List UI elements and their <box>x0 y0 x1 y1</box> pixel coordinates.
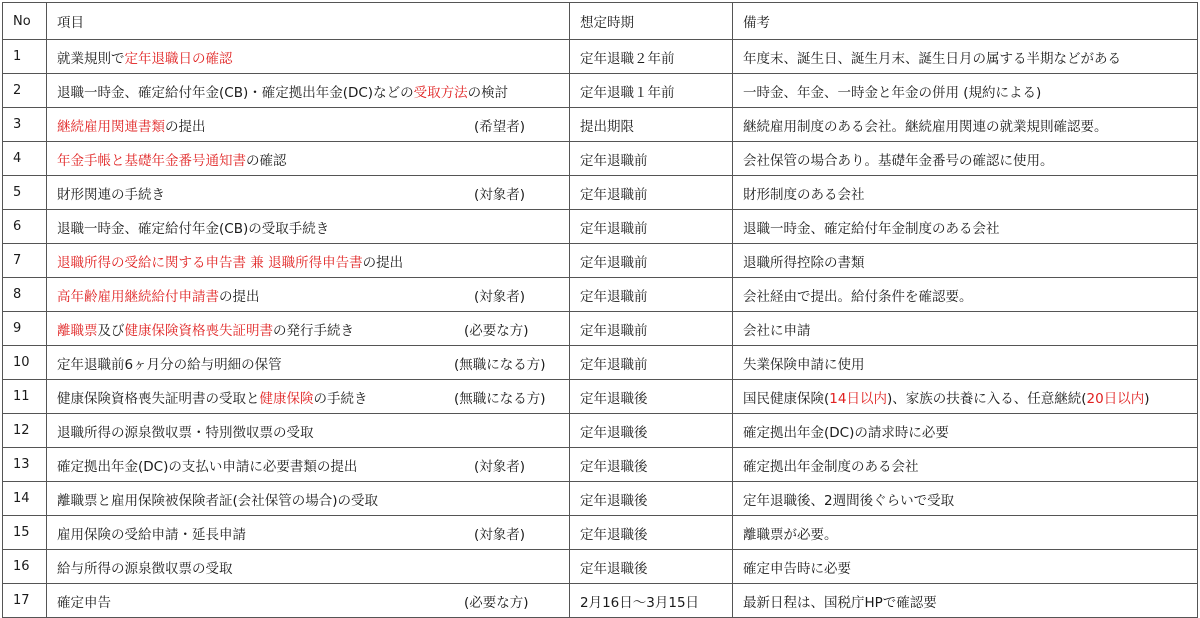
row-timing: 定年退職２年前 <box>570 40 733 74</box>
highlight-text: 年金手帳と基礎年金番号通知書 <box>57 152 246 169</box>
table-row <box>3 40 1198 74</box>
highlight-text: 継続雇用関連書類 <box>57 118 165 135</box>
row-note <box>733 482 1198 516</box>
note-segment: 退職所得控除の書類 <box>743 254 865 271</box>
item-segment: 退職一時金、確定給付年金(CB)の受取手続き <box>57 220 330 237</box>
row-timing: 定年退職前 <box>570 346 733 380</box>
row-timing: 提出期限 <box>570 108 733 142</box>
row-note <box>733 278 1198 312</box>
item-segment: 確定拠出年金(DC)の支払い申請に必要書類の提出 <box>57 458 358 475</box>
header-no: No <box>3 3 47 40</box>
highlight-text: 健康保険資格喪失証明書 <box>124 322 273 339</box>
item-segment: の手続き <box>313 390 368 407</box>
table-row <box>3 210 1198 244</box>
table-row <box>3 482 1198 516</box>
row-timing: 定年退職前 <box>570 142 733 176</box>
row-number: 17 <box>3 584 47 618</box>
note-segment: 一時金、年金、一時金と年金の併用 (規約による) <box>743 84 1042 101</box>
highlight-text: 高年齢雇用継続給付申請書 <box>57 288 219 305</box>
note-segment: 最新日程は、国税庁HPで確認要 <box>743 594 937 611</box>
note-segment: 確定拠出年金(DC)の請求時に必要 <box>743 424 949 441</box>
item-segment: 雇用保険の受給申請・延長申請 <box>57 526 246 543</box>
item-qualifier: (必要な方) <box>464 322 529 339</box>
item-segment: 定年退職前6ヶ月分の給与明細の保管 <box>57 356 282 373</box>
table-row <box>3 244 1198 278</box>
row-number: 13 <box>3 448 47 482</box>
note-segment: 確定申告時に必要 <box>743 560 851 577</box>
table-row <box>3 448 1198 482</box>
row-note <box>733 176 1198 210</box>
item-qualifier: (対象者) <box>474 458 526 475</box>
row-item <box>47 516 570 550</box>
table-row <box>3 380 1198 414</box>
item-text <box>57 591 559 611</box>
row-item <box>47 210 570 244</box>
note-segment: 離職票が必要。 <box>743 526 838 543</box>
note-segment: 確定拠出年金制度のある会社 <box>743 458 919 475</box>
item-segment: 財形関連の手続き <box>57 186 165 203</box>
item-segment: 退職一時金、確定給付年金(CB)・確定拠出年金(DC)などの <box>57 84 414 101</box>
item-text <box>57 455 559 475</box>
row-item <box>47 584 570 618</box>
row-note <box>733 40 1198 74</box>
item-text <box>57 523 559 543</box>
item-text <box>57 421 559 441</box>
row-number: 11 <box>3 380 47 414</box>
note-segment: )、家族の扶養に入る、任意継続( <box>886 390 1087 407</box>
table-row <box>3 414 1198 448</box>
item-text <box>57 115 559 135</box>
item-qualifier: (対象者) <box>474 186 526 203</box>
item-text <box>57 489 559 509</box>
note-segment: ) <box>1144 390 1150 407</box>
item-text <box>57 353 559 373</box>
row-timing: 定年退職後 <box>570 448 733 482</box>
header-note: 備考 <box>733 3 1198 40</box>
item-text <box>57 387 559 407</box>
row-timing: 定年退職前 <box>570 278 733 312</box>
item-text <box>57 285 559 305</box>
row-timing: 2月16日〜3月15日 <box>570 584 733 618</box>
table-row <box>3 142 1198 176</box>
row-timing: 定年退職前 <box>570 210 733 244</box>
row-number: 4 <box>3 142 47 176</box>
highlight-text: 離職票 <box>57 322 98 339</box>
row-item <box>47 414 570 448</box>
item-text <box>57 557 559 577</box>
item-qualifier: (対象者) <box>474 288 526 305</box>
item-segment: 離職票と雇用保険被保険者証(会社保管の場合)の受取 <box>57 492 379 509</box>
item-text <box>57 149 559 169</box>
item-segment: 退職所得の源泉徴収票・特別徴収票の受取 <box>57 424 314 441</box>
note-segment: 財形制度のある会社 <box>743 186 865 203</box>
item-text <box>57 217 559 237</box>
row-note <box>733 414 1198 448</box>
item-text <box>57 251 559 271</box>
row-timing: 定年退職前 <box>570 312 733 346</box>
row-item <box>47 108 570 142</box>
row-note <box>733 142 1198 176</box>
row-timing: 定年退職後 <box>570 380 733 414</box>
table-row <box>3 516 1198 550</box>
row-note <box>733 244 1198 278</box>
item-segment: の提出 <box>165 118 206 135</box>
note-segment: 会社保管の場合あり。基礎年金番号の確認に使用。 <box>743 152 1054 169</box>
note-segment: 国民健康保険( <box>743 390 830 407</box>
note-segment: 定年退職後、2週間後ぐらいで受取 <box>743 492 955 509</box>
table-row <box>3 584 1198 618</box>
item-segment: の確認 <box>246 152 287 169</box>
retirement-checklist-table <box>2 2 1198 618</box>
highlight-text: 受取方法 <box>413 84 468 101</box>
row-note <box>733 584 1198 618</box>
table-row <box>3 346 1198 380</box>
row-number: 15 <box>3 516 47 550</box>
row-item <box>47 448 570 482</box>
row-item <box>47 142 570 176</box>
row-item <box>47 278 570 312</box>
header-time: 想定時期 <box>570 3 733 40</box>
item-text <box>57 47 559 67</box>
table-row <box>3 550 1198 584</box>
row-note <box>733 516 1198 550</box>
row-number: 7 <box>3 244 47 278</box>
table-row <box>3 312 1198 346</box>
table-row <box>3 108 1198 142</box>
row-item <box>47 74 570 108</box>
item-text <box>57 81 559 101</box>
row-item <box>47 346 570 380</box>
note-segment: 会社に申請 <box>743 322 811 339</box>
note-segment: 年度末、誕生日、誕生月末、誕生日月の属する半期などがある <box>743 50 1121 67</box>
item-segment: の検討 <box>467 84 509 101</box>
header-row <box>3 3 1198 40</box>
item-segment: の提出 <box>219 288 260 305</box>
row-note <box>733 74 1198 108</box>
highlight-text: 定年退職日の確認 <box>124 50 233 67</box>
row-item <box>47 482 570 516</box>
row-note <box>733 550 1198 584</box>
row-number: 6 <box>3 210 47 244</box>
row-number: 8 <box>3 278 47 312</box>
item-qualifier: (無職になる方) <box>454 390 546 407</box>
row-timing: 定年退職前 <box>570 244 733 278</box>
row-timing: 定年退職１年前 <box>570 74 733 108</box>
row-note <box>733 210 1198 244</box>
row-number: 12 <box>3 414 47 448</box>
item-qualifier: (対象者) <box>474 526 526 543</box>
note-segment: 会社経由で提出。給付条件を確認要。 <box>743 288 973 305</box>
item-segment: 給与所得の源泉徴収票の受取 <box>57 560 233 577</box>
row-item <box>47 380 570 414</box>
item-segment: 及び <box>97 322 125 339</box>
row-number: 3 <box>3 108 47 142</box>
item-segment: 確定申告 <box>57 594 111 611</box>
item-qualifier: (必要な方) <box>464 594 529 611</box>
row-item <box>47 550 570 584</box>
row-number: 16 <box>3 550 47 584</box>
row-number: 10 <box>3 346 47 380</box>
item-qualifier: (希望者) <box>474 118 526 135</box>
note-segment: 継続雇用制度のある会社。継続雇用関連の就業規則確認要。 <box>743 118 1108 135</box>
table-row <box>3 278 1198 312</box>
item-qualifier: (無職になる方) <box>454 356 546 373</box>
item-segment: 健康保険資格喪失証明書の受取と <box>57 390 260 407</box>
item-text <box>57 319 559 339</box>
note-segment: 失業保険申請に使用 <box>743 356 865 373</box>
row-timing: 定年退職後 <box>570 482 733 516</box>
row-timing: 定年退職後 <box>570 516 733 550</box>
row-item <box>47 40 570 74</box>
item-segment: 就業規則で <box>57 50 125 67</box>
table-row <box>3 176 1198 210</box>
row-note <box>733 312 1198 346</box>
item-segment: の提出 <box>362 254 404 271</box>
row-number: 9 <box>3 312 47 346</box>
note-segment: 退職一時金、確定給付年金制度のある会社 <box>743 220 1000 237</box>
header-item: 項目 <box>47 3 570 40</box>
row-item <box>47 176 570 210</box>
row-number: 14 <box>3 482 47 516</box>
row-number: 5 <box>3 176 47 210</box>
row-number: 2 <box>3 74 47 108</box>
row-number: 1 <box>3 40 47 74</box>
item-segment: の発行手続き <box>273 322 354 339</box>
table-body <box>3 40 1198 618</box>
row-timing: 定年退職後 <box>570 414 733 448</box>
highlight-text: 20日以内 <box>1086 390 1145 407</box>
highlight-text: 14日以内 <box>829 390 887 407</box>
row-note <box>733 380 1198 414</box>
row-note <box>733 448 1198 482</box>
table-row <box>3 74 1198 108</box>
row-item <box>47 312 570 346</box>
row-note <box>733 108 1198 142</box>
row-note <box>733 346 1198 380</box>
item-text <box>57 183 559 203</box>
row-timing: 定年退職後 <box>570 550 733 584</box>
highlight-text: 退職所得の受給に関する申告書 兼 退職所得申告書 <box>57 254 363 271</box>
row-item <box>47 244 570 278</box>
row-timing: 定年退職前 <box>570 176 733 210</box>
highlight-text: 健康保険 <box>259 390 314 407</box>
